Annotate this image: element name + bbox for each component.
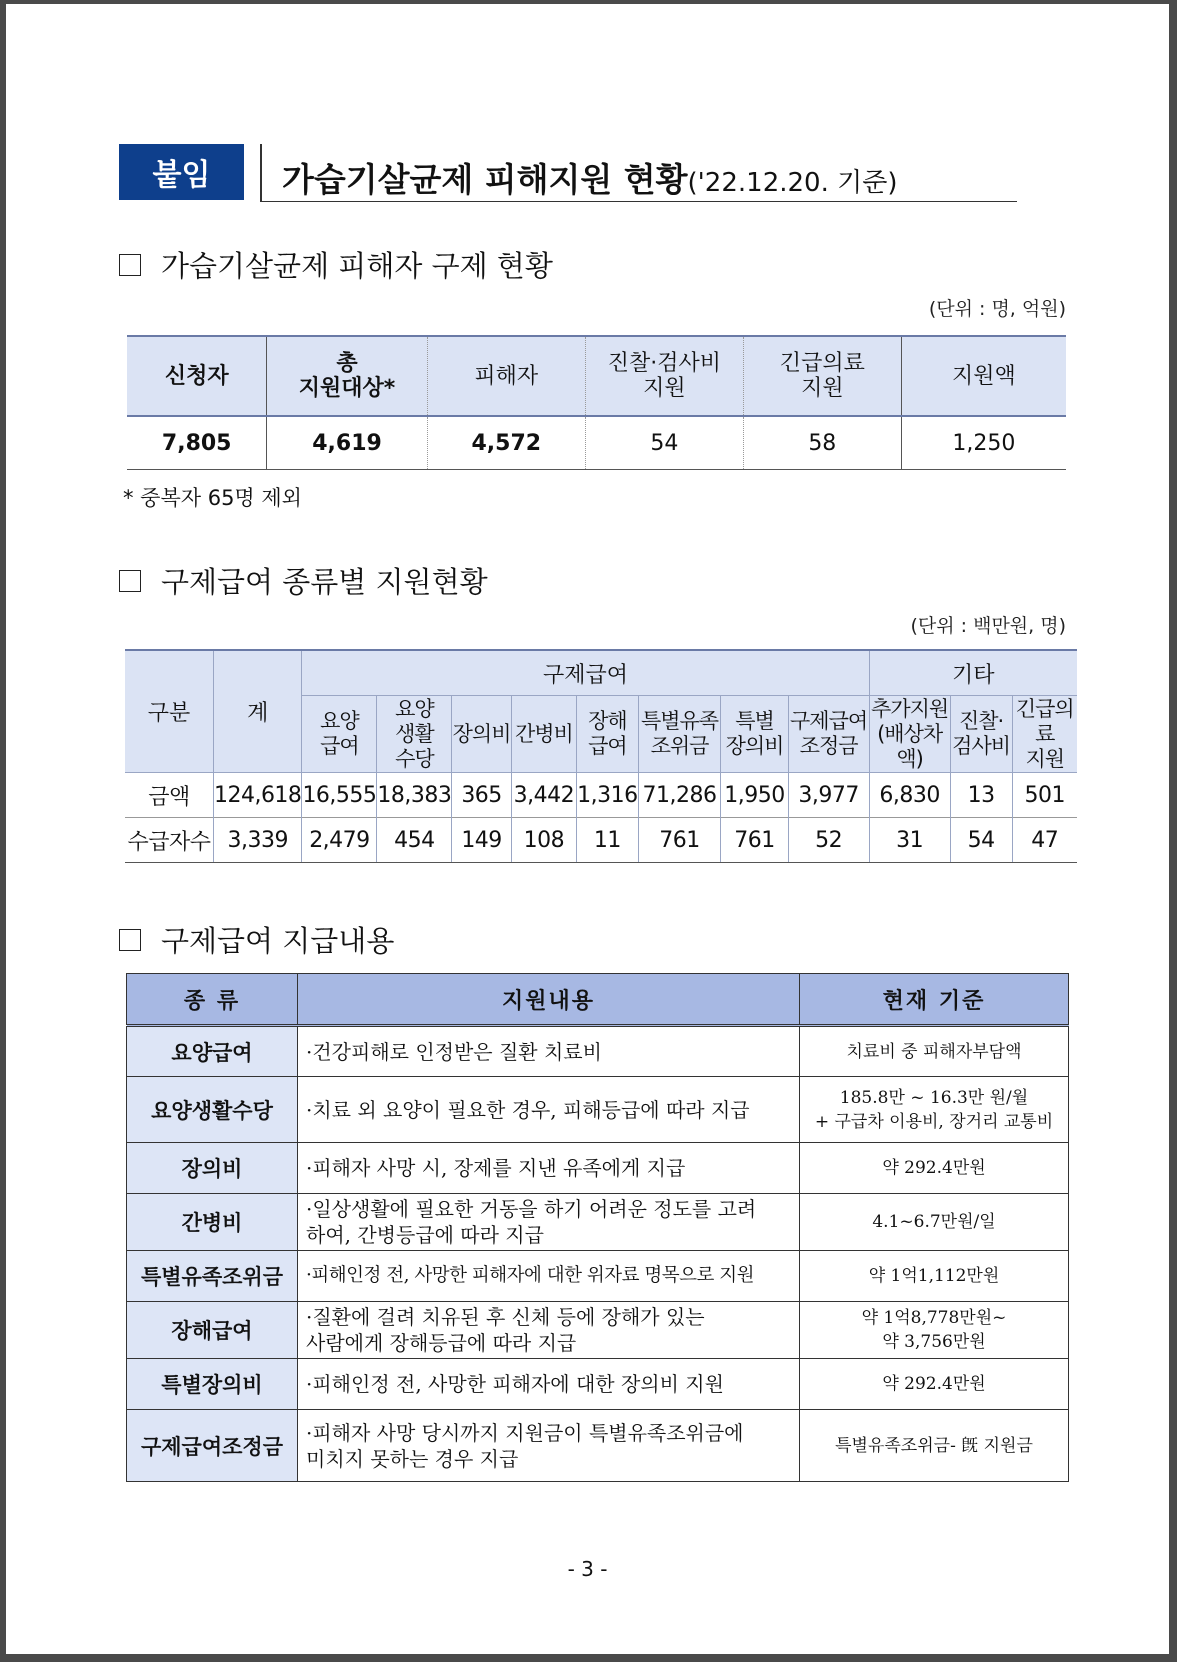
benefit-standard: 약 292.4만원	[800, 1143, 1069, 1194]
benefit-description: ·피해인정 전, 사망한 피해자에 대한 장의비 지원	[298, 1359, 800, 1410]
benefit-description: ·치료 외 요양이 필요한 경우, 피해등급에 따라 지급	[298, 1077, 800, 1143]
relief-by-type-table	[125, 649, 1077, 863]
column-header: 총 지원대상*	[267, 336, 427, 416]
column-header-standard: 현재 기준	[800, 974, 1069, 1026]
table-cell: 11	[577, 818, 638, 863]
table-row	[127, 1359, 1069, 1410]
table-row	[127, 1026, 1069, 1077]
table-cell: 54	[585, 416, 743, 470]
table-cell: 2,479	[302, 818, 377, 863]
table-cell: 761	[638, 818, 721, 863]
section-heading-text: 가습기살균제 피해자 구제 현황	[161, 249, 553, 283]
column-header: 구제급여 조정금	[788, 696, 869, 773]
column-header: 장의비	[452, 696, 511, 773]
benefit-kind: 장해급여	[127, 1302, 298, 1359]
checkbox-icon	[119, 570, 141, 592]
group-header-other: 기타	[869, 650, 1077, 696]
table-cell: 454	[377, 818, 452, 863]
benefit-kind: 요양급여	[127, 1026, 298, 1077]
table-cell: 501	[1012, 773, 1077, 818]
column-header: 계	[213, 650, 301, 773]
benefit-standard: 약 1억8,778만원~ 약 3,756만원	[800, 1302, 1069, 1359]
table-row	[127, 1302, 1069, 1359]
annex-label: 붙임	[119, 144, 244, 200]
column-header: 장해 급여	[577, 696, 638, 773]
table-cell: 4,572	[427, 416, 585, 470]
table-row	[125, 818, 1077, 863]
table-cell: 18,383	[377, 773, 452, 818]
document-title-date: ('22.12.20. 기준)	[687, 168, 898, 198]
benefit-kind: 특별유족조위금	[127, 1251, 298, 1302]
relief-details-table	[126, 973, 1069, 1482]
column-header-description: 지원내용	[298, 974, 800, 1026]
benefit-standard: 4.1~6.7만원/일	[800, 1194, 1069, 1251]
section-heading-text: 구제급여 종류별 지원현황	[161, 565, 488, 599]
column-header: 추가지원 (배상차액)	[871, 696, 949, 771]
benefit-standard: 약 292.4만원	[800, 1359, 1069, 1410]
column-header: 진찰·검사비 지원	[585, 336, 743, 416]
table-cell: 54	[950, 818, 1012, 863]
table-cell: 71,286	[638, 773, 721, 818]
table-cell: 7,805	[127, 416, 267, 470]
benefit-standard: 185.8만 ~ 16.3만 원/월 + 구급차 이용비, 장거리 교통비	[800, 1077, 1069, 1143]
benefit-kind: 구제급여조정금	[127, 1410, 298, 1482]
footnote: * 중복자 65명 제외	[123, 486, 302, 510]
table-cell: 3,339	[213, 818, 301, 863]
benefit-kind: 요양생활수당	[127, 1077, 298, 1143]
column-header: 요양 급여	[302, 696, 377, 773]
document-title	[282, 154, 898, 201]
column-header-kind: 종 류	[127, 974, 298, 1026]
section-heading-relief-by-type	[119, 560, 488, 601]
table-cell: 58	[743, 416, 901, 470]
document-page	[6, 4, 1169, 1654]
benefit-description: ·일상생활에 필요한 거동을 하기 어려운 정도를 고려 하여, 간병등급에 따라 지급	[298, 1194, 800, 1251]
table-cell: 3,977	[788, 773, 869, 818]
table-row	[125, 773, 1077, 818]
table-row	[127, 1194, 1069, 1251]
benefit-description: ·피해자 사망 시, 장제를 지낸 유족에게 지급	[298, 1143, 800, 1194]
table-cell: 149	[452, 818, 511, 863]
section-heading-text: 구제급여 지급내용	[161, 924, 395, 958]
column-header: 신청자	[127, 336, 267, 416]
benefit-kind: 간병비	[127, 1194, 298, 1251]
column-header: 요양 생활 수당	[377, 696, 452, 773]
table-cell: 365	[452, 773, 511, 818]
table-cell: 124,618	[213, 773, 301, 818]
table-cell: 108	[511, 818, 576, 863]
benefit-description: ·피해자 사망 당시까지 지원금이 특별유족조위금에 미치지 못하는 경우 지급	[298, 1410, 800, 1482]
row-label: 수급자수	[125, 818, 213, 863]
section-heading-relief-details	[119, 919, 394, 960]
column-header: 특별 장의비	[721, 696, 788, 773]
table-cell: 47	[1012, 818, 1077, 863]
table-cell: 6,830	[869, 773, 950, 818]
benefit-standard: 치료비 중 피해자부담액	[800, 1026, 1069, 1077]
column-header: 긴급의료 지원	[743, 336, 901, 416]
table-cell: 16,555	[302, 773, 377, 818]
table-row	[127, 1410, 1069, 1482]
checkbox-icon	[119, 929, 141, 951]
column-header: 긴급의료 지원	[1012, 696, 1077, 773]
table-cell: 52	[788, 818, 869, 863]
column-header: 간병비	[511, 696, 576, 773]
table-cell: 13	[950, 773, 1012, 818]
victim-relief-table	[127, 335, 1066, 470]
table-cell: 31	[869, 818, 950, 863]
unit-label: (단위 : 백만원, 명)	[910, 615, 1066, 637]
title-separator	[260, 144, 262, 202]
benefit-standard: 특별유족조위금- 旣 지원금	[800, 1410, 1069, 1482]
checkbox-icon	[119, 254, 141, 276]
table-cell: 4,619	[267, 416, 427, 470]
column-header: 특별유족 조위금	[638, 696, 721, 773]
benefit-kind: 장의비	[127, 1143, 298, 1194]
column-header: 지원액	[901, 336, 1066, 416]
group-header-relief: 구제급여	[302, 650, 869, 696]
table-cell: 3,442	[511, 773, 576, 818]
benefit-description: ·피해인정 전, 사망한 피해자에 대한 위자료 명목으로 지원	[298, 1251, 800, 1302]
table-row	[127, 1077, 1069, 1143]
document-title-text: 가습기살균제 피해지원 현황	[282, 160, 688, 199]
benefit-standard: 약 1억1,112만원	[800, 1251, 1069, 1302]
unit-label: (단위 : 명, 억원)	[928, 298, 1066, 320]
benefit-description: ·질환에 걸려 치유된 후 신체 등에 장해가 있는 사람에게 장해등급에 따라 지급	[298, 1302, 800, 1359]
title-underline	[260, 201, 1017, 202]
page-number: - 3 -	[567, 1557, 608, 1581]
column-header: 피해자	[427, 336, 585, 416]
table-cell: 761	[721, 818, 788, 863]
row-label: 금액	[125, 773, 213, 818]
column-header: 진찰· 검사비	[950, 696, 1012, 773]
benefit-kind: 특별장의비	[127, 1359, 298, 1410]
column-header: 구분	[125, 650, 213, 773]
benefit-description: ·건강피해로 인정받은 질환 치료비	[298, 1026, 800, 1077]
section-heading-victim-relief	[119, 244, 553, 285]
table-cell: 1,950	[721, 773, 788, 818]
table-cell: 1,316	[577, 773, 638, 818]
table-cell: 1,250	[901, 416, 1066, 470]
table-row	[127, 1251, 1069, 1302]
table-row	[127, 1143, 1069, 1194]
